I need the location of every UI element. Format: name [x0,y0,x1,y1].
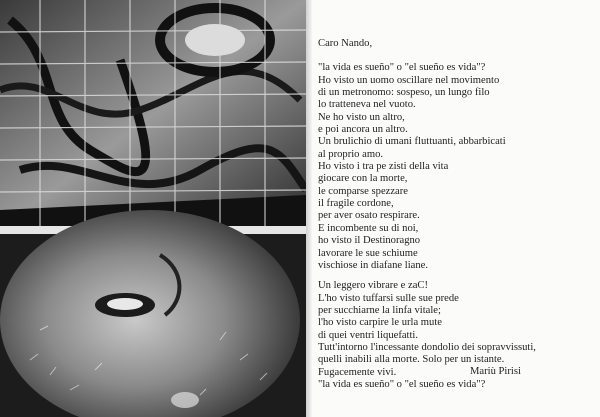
poem-line: Tutt'intorno l'incessante dondolio dei sopravvissuti, [318,341,536,353]
salutation: Caro Nando, [318,38,373,49]
poem-line: quelli inabili alla morte. Solo per un istante. [318,354,505,366]
poem-line: per aver osato respirare. [318,210,420,222]
signature: Mariù Pirisi [470,366,521,377]
poem-line: di quei ventri liquefatti. [318,329,419,341]
poem-line: E incombente su di noi, [318,222,419,234]
poem-line: per succhiarne la linfa vitale; [318,304,441,316]
poem-line: e poi ancora un altro. [318,124,408,136]
poem-line: vischiose in diafane liane. [318,259,429,271]
poem-line: al proprio amo. [318,148,384,160]
poem-line: L'ho visto tuffarsi sulle sue prede [318,292,459,304]
stanza-2 [318,280,598,391]
poem-line: lo tratteneva nel vuoto. [318,99,416,111]
poem-line: le comparse spezzare [318,185,408,197]
poem-line: Un brulichio di umani fluttuanti, abbarbicati [318,136,506,148]
poem-line: Un leggero vibrare e zaC! [318,280,429,292]
poem-line: di un metronomo: sospeso, un lungo filo [318,87,490,99]
poem-line: l'ho visto carpire le urla mute [318,317,442,329]
poem-line: Fugacemente vivi. [318,366,397,378]
poem-line: "la vida es sueño" o "el sueño es vida"? [318,378,486,390]
poem-line: "la vida es sueño" o "el sueño es vida"? [318,62,486,74]
poem-line: il fragile cordone, [318,198,394,210]
poem-line: Ho visto i tra pe zisti della vita [318,161,449,173]
poem-line: Ho visto un uomo oscillare nel movimento [318,74,500,86]
poem-line: Ne ho visto un altro, [318,111,405,123]
poem-line: giocare con la morte, [318,173,408,185]
poem-line: lavorare le sue schiume [318,247,418,259]
stanza-1 [318,62,598,272]
letter-body [318,38,598,399]
poem-line: ho visto il Destinoragno [318,235,421,247]
